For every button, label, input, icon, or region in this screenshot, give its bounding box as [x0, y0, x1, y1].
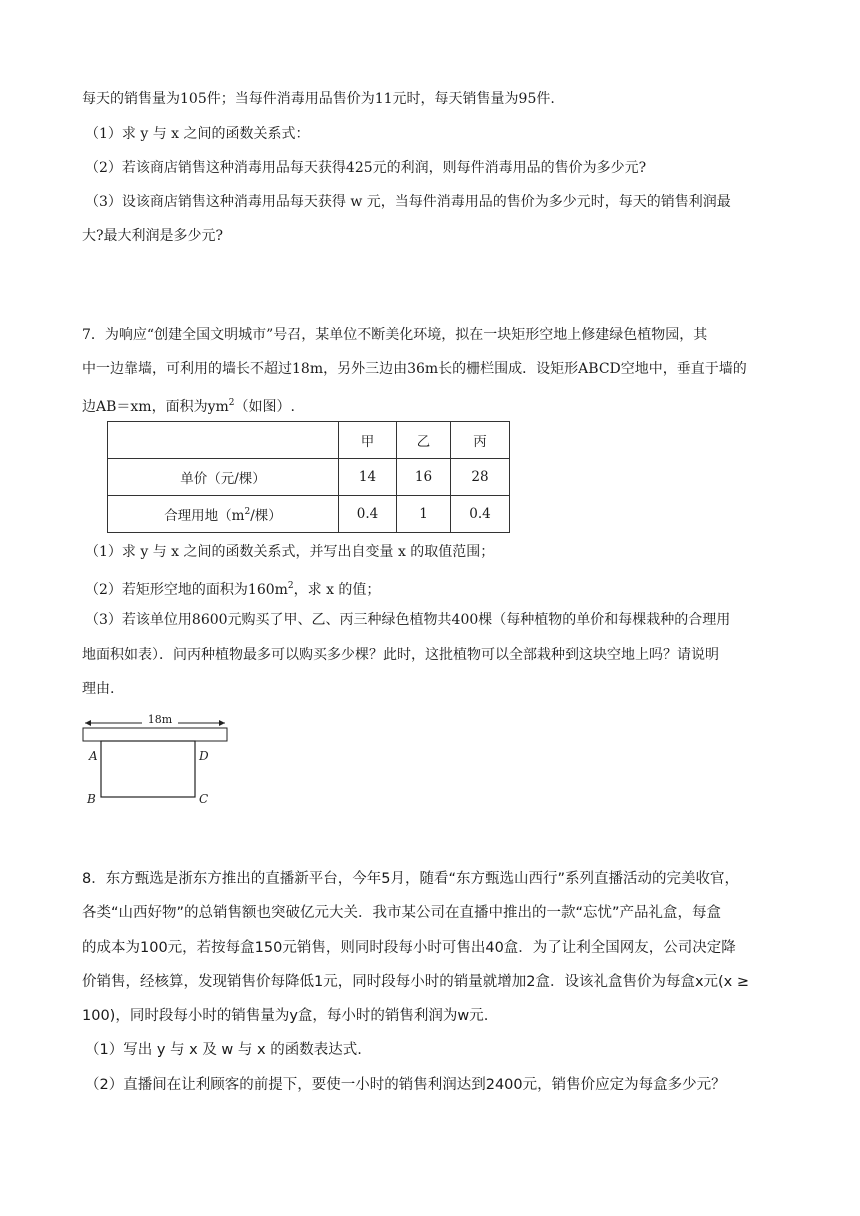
vertex-label-c: C [199, 792, 209, 806]
table-row [108, 496, 510, 533]
table-cell: 1 [397, 496, 451, 533]
table-cell: 0.4 [451, 496, 510, 533]
rectangle-figure [80, 708, 240, 814]
label-tail: /棵） [250, 508, 282, 524]
table-row-label [108, 496, 339, 533]
q6-intro: 每天的销售量为105件；当每件消毒用品售价为11元时，每天销售量为95件. [82, 91, 555, 107]
q8-part1: （1）写出 y 与 x 及 w 与 x 的函数表达式. [85, 1042, 362, 1058]
q7-part3-line1: （3）若该单位用8600元购买了甲、乙、丙三种绿色植物共400棵（每种植物的单价和每棵栽种的合理用 [85, 612, 731, 628]
q7-stem-line3-tail: （如图）. [234, 399, 295, 415]
table-header-cell: 乙 [397, 422, 451, 459]
table-cell: 28 [451, 459, 510, 496]
q7-stem-line3-text: 边AB＝xm，面积为ym [82, 399, 229, 415]
table-cell: 16 [397, 459, 451, 496]
vertex-label-b: B [87, 792, 96, 806]
q8-stem-line2: 各类“山西好物”的总销售额也突破亿元大关．我市某公司在直播中推出的一款“忘忧”产品礼盒，每盒 [82, 905, 722, 921]
plant-table [107, 421, 510, 533]
superscript: 2 [228, 398, 235, 408]
q7-stem-line3 [82, 393, 295, 417]
q7-part3-line3: 理由. [82, 681, 115, 697]
arrow-right-icon [219, 720, 225, 726]
table-header-cell: 甲 [339, 422, 397, 459]
q7-part2-tail: ，求 x 的值； [293, 582, 381, 598]
q8-part2: （2）直播间在让利顾客的前提下，要使一小时的销售利润达到2400元，销售价应定为每盒多少元？ [85, 1077, 726, 1093]
rectangle-abcd [101, 741, 195, 797]
q7-part2-text: （2）若矩形空地的面积为160m [85, 582, 288, 598]
q7-stem-line2: 中一边靠墙，可利用的墙长不超过18m，另外三边由36m长的栅栏围成．设矩形ABCD空地中，垂直于墙的 [82, 361, 747, 377]
q7-part3-line2: 地面积如表）．问丙种植物最多可以购买多少棵？此时，这批植物可以全部栽种到这块空地上吗？请说明 [82, 647, 719, 663]
q8-stem-line4: 价销售，经核算，发现销售价每降低1元，同时段每小时的销量就增加2盒．设该礼盒售价为每盒x元(x ≥ [82, 974, 750, 990]
vertex-label-a: A [89, 749, 98, 763]
arrow-left-icon [85, 720, 91, 726]
q6-part2: （2）若该商店销售这种消毒用品每天获得425元的利润，则每件消毒用品的售价为多少元? [85, 160, 647, 176]
vertex-label-d: D [199, 749, 209, 763]
q7-part2 [85, 576, 380, 600]
table-header-cell [108, 422, 339, 459]
table-row [108, 459, 510, 496]
wall-length-label: 18m [147, 713, 173, 726]
q8-stem-line3: 的成本为100元，若按每盒150元销售，则同时段每小时可售出40盒．为了让利全国网友，公司决定降 [82, 940, 736, 956]
q6-part3-line1: （3）设该商店销售这种消毒用品每天获得 w 元，当每件消毒用品的售价为多少元时，每天的销售利润最 [85, 194, 731, 210]
q6-part1: （1）求 y 与 x 之间的函数关系式： [85, 126, 310, 142]
q6-part3-line2: 大?最大利润是多少元? [82, 228, 224, 244]
label-text: 合理用地（m [164, 508, 245, 524]
q7-part1: （1）求 y 与 x 之间的函数关系式，并写出自变量 x 的取值范围； [85, 544, 495, 560]
q8-stem-line5: 100)，同时段每小时的销售量为y盒，每小时的销售利润为w元. [82, 1008, 489, 1024]
superscript: 2 [287, 581, 294, 591]
wall [83, 728, 227, 741]
q7-stem-line1: 7．为响应“创建全国文明城市”号召，某单位不断美化环境，拟在一块矩形空地上修建绿色植物园，其 [82, 327, 708, 343]
superscript: 2 [244, 507, 251, 517]
table-cell: 0.4 [339, 496, 397, 533]
table-cell: 14 [339, 459, 397, 496]
table-header-row [108, 422, 510, 459]
q8-stem-line1: 8．东方甄选是浙东方推出的直播新平台，今年5月，随看“东方甄选山西行”系列直播活动的完美收官， [82, 871, 739, 887]
table-header-cell: 丙 [451, 422, 510, 459]
table-row-label: 单价（元/棵） [108, 459, 339, 496]
